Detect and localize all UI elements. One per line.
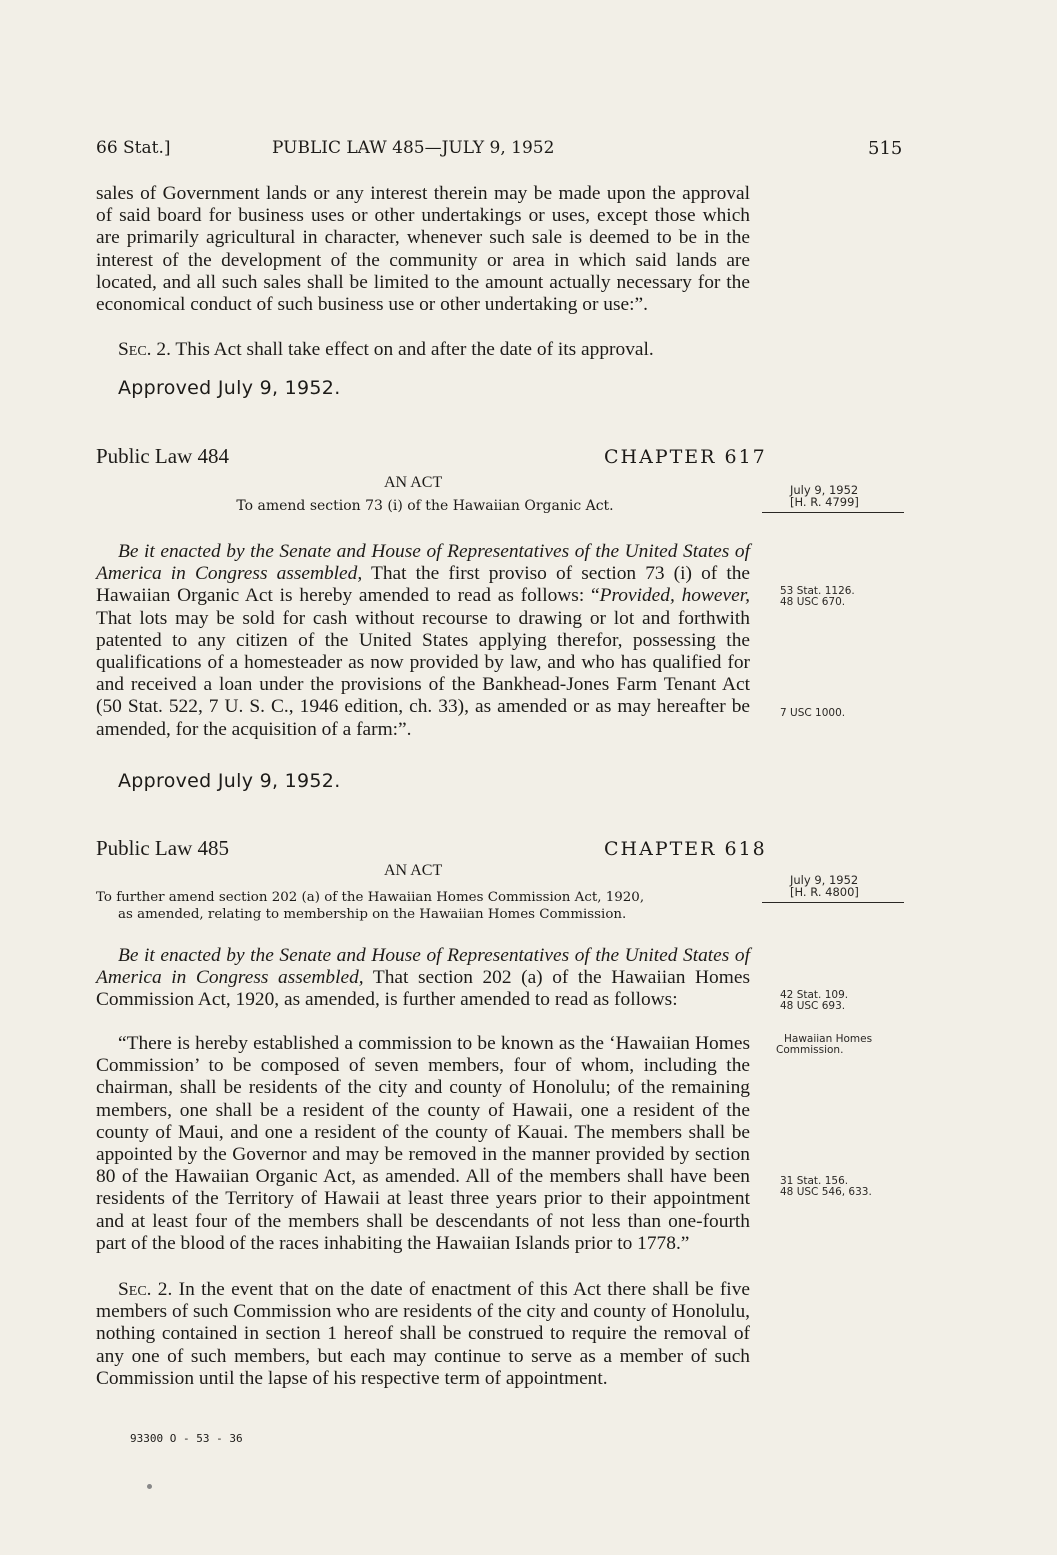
chapter-heading: CHAPTER 617 [604, 446, 767, 468]
quoted-amendment: “There is hereby established a commission to be known as the ‘Hawaiian Homes Commission’ to be composed of seven members, four of whom, including the chairman, shall be residents of the city and county of Honolulu; of the remaining members, one shall be a resident of the county of Hawaii, one a resident of the county of Maui, and one a resident of the county of Kauai. The members shall be appointed by the Governor and may be removed in the manner provided by section 80 of the Hawaiian Organic Act, as amended. All of the members shall have been residents of the Territory of Hawaii at least three years prior to their appointment and at least four of the members shall be descendants of not less than one-fourth part of the blood of the races inhabiting the Hawaiian Islands prior to 1778.” [96, 1033, 750, 1254]
act-title-line-1: To further amend section 202 (a) of the Hawaiian Homes Commission Act, 1920, [96, 890, 645, 905]
an-act-heading: AN ACT [384, 474, 443, 491]
continuation-paragraph: sales of Government lands or any interest therein may be made upon the approval of said board for business uses or other undertakings or uses, except those which are primarily agricultural in character, whenever such sale is deemed to be in the interest of the development of the community or area in which said lands are located, and all such sales shall be limited to the amount actually necessary for the economical conduct of such business use or other undertaking or use:”. [96, 183, 750, 316]
act-title [96, 889, 750, 923]
margin-citation: 48 USC 670. [780, 596, 846, 608]
printer-code: 93300 O - 53 - 36 [130, 1432, 243, 1445]
section-text: In the event that on the date of enactment of this Act there shall be five members of such Commission who are residents of the city and county of Honolulu, nothing contained in section 1 hereof shall be construed to require the removal of any one of such members, but each may continue to serve as a member of such Commission until the lapse of his respective term of appointment. [96, 1279, 750, 1389]
body-text-2: That lots may be sold for cash without recourse to drawing or lot and forthwith patented to any citizen of the United States applying therefor, possessing the qualifications of a homesteader as now provided by law, and who has qualified for and received a loan under the provisions of the Bankhead-Jones Farm Tenant Act (50 Stat. 522, 7 U. S. C., 1946 edition, ch. 33), as amended or as may hereafter be amended, for the acquisition of a farm:”. [96, 607, 750, 740]
enacting-paragraph [96, 541, 750, 741]
page-speck [147, 1484, 152, 1489]
margin-bill-number: [H. R. 4800] [790, 885, 859, 899]
an-act-heading: AN ACT [384, 862, 443, 879]
margin-note-topic: Commission. [776, 1044, 844, 1056]
margin-citation: 42 Stat. 109. [780, 989, 849, 1001]
chapter-heading: CHAPTER 618 [604, 838, 767, 860]
body-text-1: That the first proviso of section 73 (i) of the Hawaiian Organic Act is hereby amended to read as follows: “ [96, 563, 751, 607]
section-label: Sec. 2. [118, 339, 171, 360]
section-label: Sec. 2. [118, 1279, 173, 1300]
running-head-title: PUBLIC LAW 485—JULY 9, 1952 [272, 138, 555, 158]
margin-citation: 48 USC 693. [780, 1000, 846, 1012]
proviso-italic: Provided, however, [599, 585, 750, 607]
section-2-paragraph [96, 1279, 750, 1390]
margin-rule [762, 512, 904, 513]
page-number: 515 [868, 138, 903, 159]
margin-date: July 9, 1952 [790, 483, 859, 497]
margin-citation: 31 Stat. 156. [780, 1175, 849, 1187]
continuation-section-2 [96, 339, 750, 361]
body-text-1: That section 202 (a) of the Hawaiian Homes Commission Act, 1920, as amended, is further amended to read as follows: [96, 967, 750, 1011]
approved-line: Approved July 9, 1952. [118, 377, 341, 399]
margin-citation: 48 USC 546, 633. [780, 1186, 872, 1198]
section-text: This Act shall take effect on and after the date of its approval. [175, 339, 654, 360]
margin-note-topic: Hawaiian Homes [784, 1033, 873, 1045]
enacting-clause: Be it enacted by the Senate and House of Representatives of the United States of America in Congress assembled, [96, 541, 750, 585]
enacting-clause: Be it enacted by the Senate and House of Representatives of the United States of America in Congress assembled, [96, 945, 750, 989]
margin-citation: 53 Stat. 1126. [780, 585, 855, 597]
margin-rule [762, 902, 904, 903]
margin-date: July 9, 1952 [790, 873, 859, 887]
public-law-heading: Public Law 484 [96, 444, 229, 468]
running-head-volume: 66 Stat.] [96, 138, 171, 158]
margin-citation: 7 USC 1000. [780, 707, 846, 719]
enacting-paragraph [96, 945, 750, 1012]
public-law-heading: Public Law 485 [96, 836, 229, 860]
approved-line: Approved July 9, 1952. [118, 770, 341, 792]
margin-bill-number: [H. R. 4799] [790, 495, 859, 509]
act-title-line-2: as amended, relating to membership on the Hawaiian Homes Commission. [118, 907, 627, 922]
act-title: To amend section 73 (i) of the Hawaiian Organic Act. [236, 498, 614, 514]
